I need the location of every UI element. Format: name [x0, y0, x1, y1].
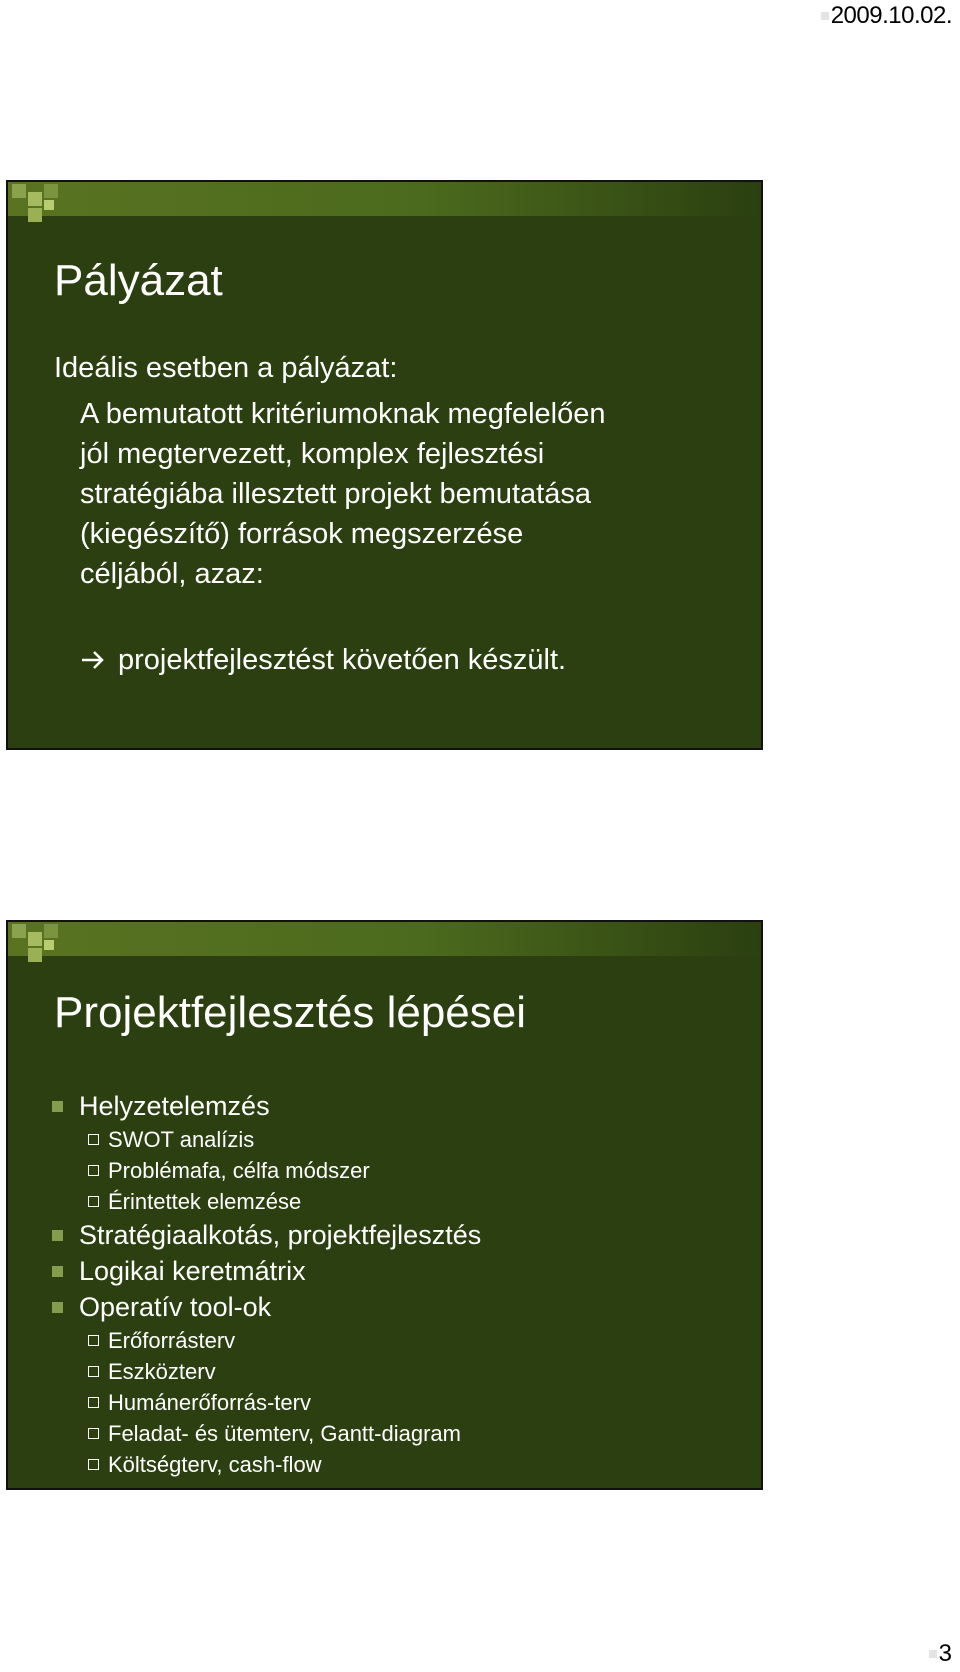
list-item-text: Stratégiaalkotás, projektfejlesztés	[79, 1220, 482, 1250]
conclusion-text: projektfejlesztést követően készült.	[118, 644, 567, 676]
list-item	[52, 1289, 749, 1325]
steps-list	[52, 1088, 749, 1480]
list-item-text: Logikai keretmátrix	[79, 1256, 306, 1286]
hollow-square-bullet-icon	[88, 1335, 99, 1346]
sub-item-text: Humánerőforrás-terv	[108, 1390, 311, 1415]
slide-title: Pályázat	[54, 256, 223, 305]
slide-top-bar	[8, 922, 761, 956]
corner-decoration-icon	[8, 922, 78, 968]
paragraph-line: stratégiába illesztett projekt bemutatása	[80, 478, 591, 510]
sub-item-text: Érintettek elemzése	[108, 1189, 302, 1214]
paragraph-line: (kiegészítő) források megszerzése	[80, 518, 524, 550]
list-item	[52, 1253, 749, 1289]
slide-palyazat	[6, 180, 763, 750]
sub-list-item	[88, 1155, 749, 1186]
hollow-square-bullet-icon	[88, 1428, 99, 1439]
hollow-square-bullet-icon	[88, 1366, 99, 1377]
sub-list-item	[88, 1325, 749, 1356]
square-bullet-icon	[52, 1230, 63, 1241]
sub-list-item	[88, 1124, 749, 1155]
small-square-icon	[821, 12, 829, 20]
sub-item-text: Eszközterv	[108, 1359, 216, 1384]
hollow-square-bullet-icon	[88, 1196, 99, 1207]
hollow-square-bullet-icon	[88, 1165, 99, 1176]
slide-title: Projektfejlesztés lépései	[54, 988, 527, 1037]
list-item-text: Helyzetelemzés	[79, 1091, 270, 1121]
list-item-text: Operatív tool-ok	[79, 1292, 272, 1322]
sub-list-item	[88, 1186, 749, 1217]
paragraph-line: A bemutatott kritériumoknak megfelelően	[80, 398, 606, 430]
date-header	[821, 2, 952, 30]
sub-item-text: Feladat- és ütemterv, Gantt-diagram	[108, 1421, 461, 1446]
small-square-icon	[929, 1650, 937, 1658]
sub-item-text: Problémafa, célfa módszer	[108, 1158, 370, 1183]
page-number-text: 3	[938, 1640, 952, 1667]
sub-list-item	[88, 1418, 749, 1449]
slide-body	[54, 348, 741, 691]
slide-top-bar	[8, 182, 761, 216]
slide-projektfejlesztes	[6, 920, 763, 1490]
hollow-square-bullet-icon	[88, 1459, 99, 1470]
right-arrow-icon	[80, 640, 106, 691]
square-bullet-icon	[52, 1302, 63, 1313]
sub-item-text: Erőforrásterv	[108, 1328, 236, 1353]
conclusion-line	[80, 640, 741, 691]
hollow-square-bullet-icon	[88, 1397, 99, 1408]
sub-item-text: Költségterv, cash-flow	[108, 1452, 322, 1477]
sub-list-item	[88, 1387, 749, 1418]
page-number	[929, 1640, 952, 1668]
description-paragraph	[80, 394, 741, 594]
sub-item-text: SWOT analízis	[108, 1127, 255, 1152]
paragraph-line: jól megtervezett, komplex fejlesztési	[80, 438, 545, 470]
square-bullet-icon	[52, 1101, 63, 1112]
square-bullet-icon	[52, 1266, 63, 1277]
date-text: 2009.10.02.	[830, 2, 952, 29]
sub-list-item	[88, 1356, 749, 1387]
paragraph-line: céljából, azaz:	[80, 558, 264, 590]
sub-list-item	[88, 1449, 749, 1480]
list-item	[52, 1217, 749, 1253]
hollow-square-bullet-icon	[88, 1134, 99, 1145]
corner-decoration-icon	[8, 182, 78, 228]
list-item	[52, 1088, 749, 1124]
intro-text: Ideális esetben a pályázat:	[54, 352, 398, 384]
